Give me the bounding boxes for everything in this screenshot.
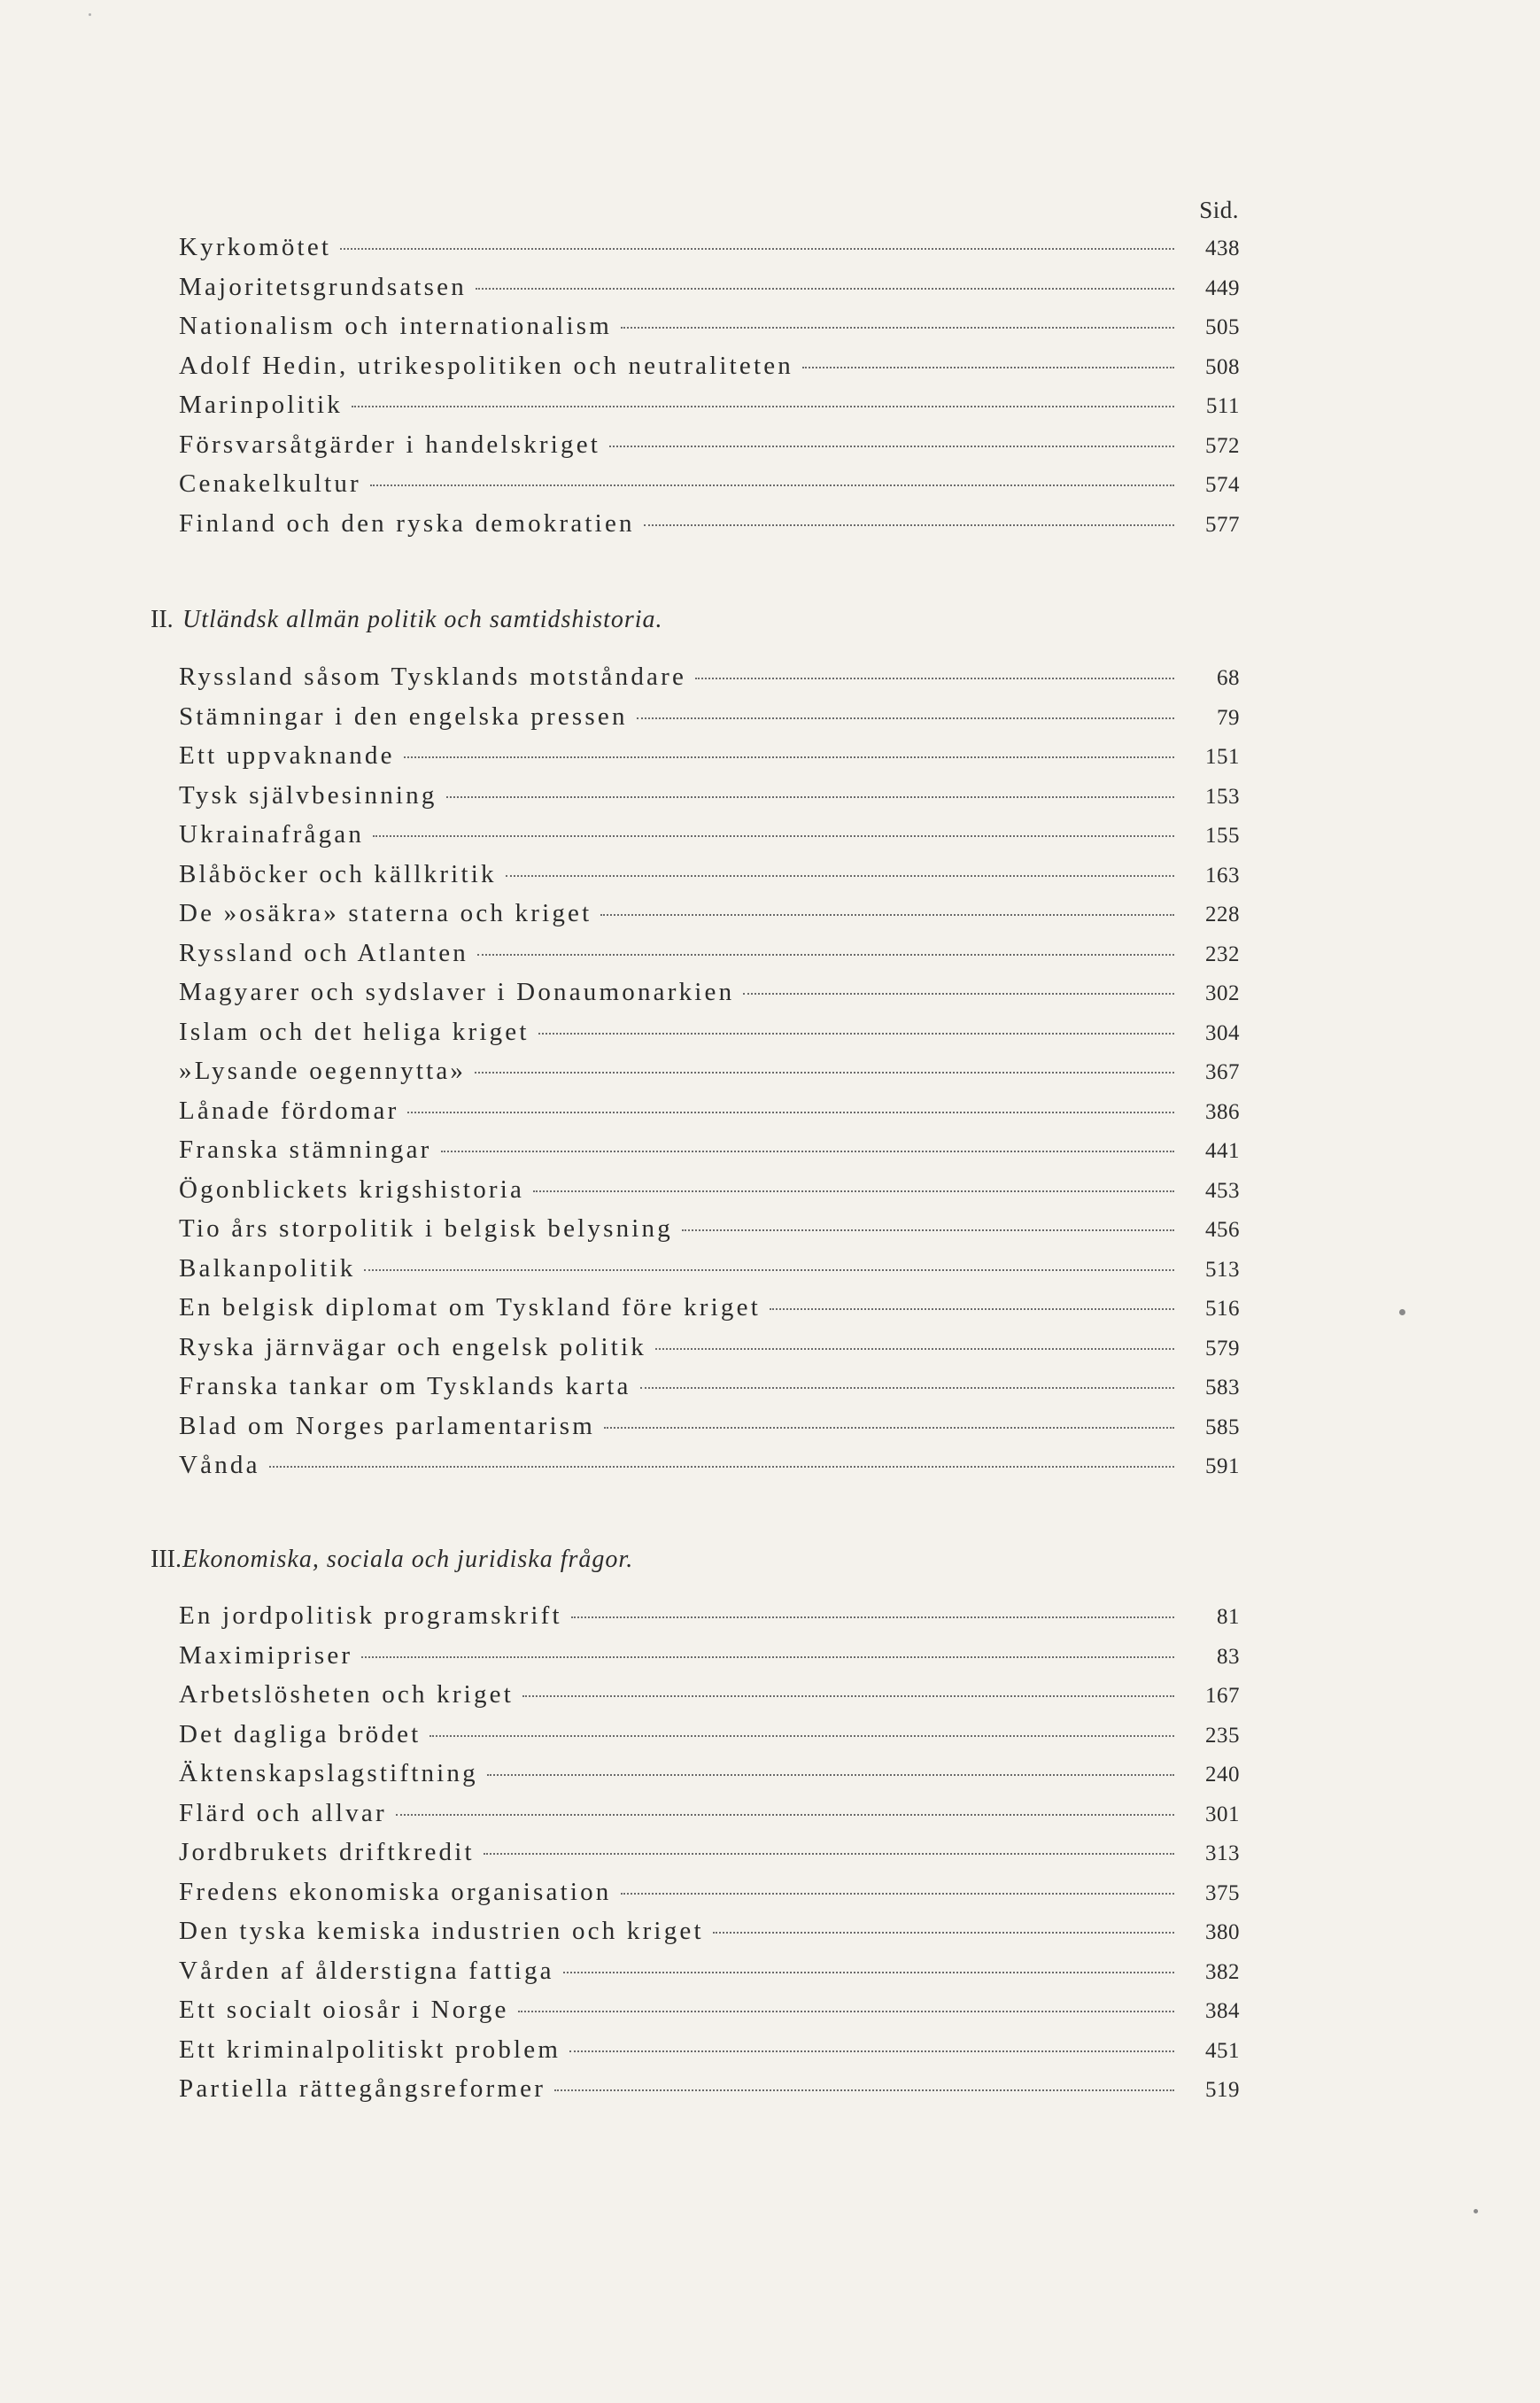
toc-entry bbox=[179, 1957, 1240, 1996]
entry-title: Tysk självbesinning bbox=[179, 780, 437, 810]
entry-title: Franska tankar om Tysklands karta bbox=[179, 1372, 631, 1400]
section-number: II. bbox=[151, 606, 174, 633]
entry-title: Ukrainafrågan bbox=[179, 820, 365, 849]
entry-title: Fredens ekonomiska organisation bbox=[179, 1877, 612, 1906]
entry-page: 83 bbox=[1217, 1644, 1240, 1669]
toc-entry bbox=[179, 1838, 1240, 1878]
entry-page: 380 bbox=[1205, 1920, 1240, 1944]
toc-entry bbox=[179, 273, 1240, 313]
toc-entry bbox=[179, 1917, 1240, 1957]
entry-page: 235 bbox=[1205, 1723, 1240, 1748]
section-heading-3 bbox=[151, 1546, 633, 1574]
entry-page: 384 bbox=[1205, 1999, 1240, 2023]
toc-entry bbox=[179, 1641, 1240, 1681]
entry-title: Marinpolitik bbox=[179, 391, 344, 419]
dot-leader bbox=[364, 1269, 1174, 1271]
entry-title: Stämningar i den engelska pressen bbox=[179, 702, 628, 731]
dot-leader bbox=[604, 1427, 1174, 1429]
entry-title: Ett kriminalpolitiskt problem bbox=[179, 2035, 561, 2064]
toc-entry bbox=[179, 1720, 1240, 1760]
entry-page: 153 bbox=[1205, 784, 1240, 809]
dot-leader bbox=[695, 678, 1174, 679]
entry-title: Adolf Hedin, utrikespolitiken och neutraliteten bbox=[179, 351, 794, 380]
entry-title: Islam och det heliga kriget bbox=[179, 1017, 530, 1046]
toc-entry bbox=[179, 1333, 1240, 1373]
entry-title: Ögonblickets krigshistoria bbox=[179, 1174, 525, 1204]
section2-list bbox=[179, 663, 1240, 1491]
entry-title: Ryska järnvägar och engelsk politik bbox=[179, 1332, 647, 1361]
entry-page: 240 bbox=[1205, 1763, 1240, 1787]
toc-entry bbox=[179, 781, 1240, 821]
entry-page: 511 bbox=[1205, 394, 1240, 418]
entry-title: Kyrkomötet bbox=[179, 233, 332, 261]
entry-page: 572 bbox=[1205, 433, 1240, 458]
toc-entry bbox=[179, 1759, 1240, 1799]
section-heading-2 bbox=[151, 606, 663, 634]
dot-leader bbox=[522, 1695, 1174, 1697]
dot-leader bbox=[487, 1774, 1174, 1776]
dot-leader bbox=[446, 796, 1174, 798]
entry-page: 441 bbox=[1205, 1139, 1240, 1163]
toc-entry bbox=[179, 2074, 1240, 2114]
toc-entry bbox=[179, 1136, 1240, 1175]
entry-page: 367 bbox=[1205, 1060, 1240, 1084]
dot-leader bbox=[269, 1466, 1174, 1468]
dot-leader bbox=[802, 367, 1174, 368]
entry-title: De »osäkra» staterna och kriget bbox=[179, 899, 592, 927]
toc-entry bbox=[179, 1097, 1240, 1136]
entry-page: 301 bbox=[1205, 1802, 1240, 1826]
toc-entry bbox=[179, 1293, 1240, 1333]
entry-title: Arbetslösheten och kriget bbox=[179, 1680, 514, 1709]
entry-title: Partiella rättegångsreformer bbox=[179, 2074, 546, 2103]
section1-list bbox=[179, 233, 1240, 548]
toc-entry bbox=[179, 899, 1240, 939]
entry-page: 513 bbox=[1205, 1257, 1240, 1282]
toc-entry bbox=[179, 1018, 1240, 1058]
entry-page: 313 bbox=[1205, 1841, 1240, 1865]
dot-leader bbox=[644, 524, 1174, 526]
toc-entry bbox=[179, 860, 1240, 900]
dot-leader bbox=[361, 1656, 1174, 1658]
dot-leader bbox=[404, 756, 1174, 758]
dot-leader bbox=[441, 1151, 1174, 1152]
entry-page: 508 bbox=[1205, 354, 1240, 379]
entry-title: Nationalism och internationalism bbox=[179, 312, 612, 340]
entry-title: Äktenskapslagstiftning bbox=[179, 1759, 478, 1787]
toc-entry bbox=[179, 469, 1240, 509]
dot-leader bbox=[484, 1853, 1174, 1855]
entry-page: 505 bbox=[1205, 315, 1240, 339]
entry-title: Balkanpolitik bbox=[179, 1253, 356, 1283]
dot-leader bbox=[571, 1616, 1174, 1618]
toc-entry bbox=[179, 312, 1240, 352]
toc-entry bbox=[179, 1680, 1240, 1720]
entry-page: 449 bbox=[1205, 275, 1240, 300]
entry-page: 456 bbox=[1205, 1218, 1240, 1242]
entry-page: 81 bbox=[1217, 1605, 1240, 1629]
dot-leader bbox=[637, 717, 1174, 719]
toc-entry bbox=[179, 1372, 1240, 1412]
entry-title: Flärd och allvar bbox=[179, 1798, 387, 1827]
entry-title: Ryssland såsom Tysklands motståndare bbox=[179, 663, 687, 691]
toc-entry bbox=[179, 430, 1240, 470]
entry-page: 438 bbox=[1205, 236, 1240, 260]
dot-leader bbox=[476, 288, 1174, 290]
toc-entry bbox=[179, 1254, 1240, 1294]
entry-title: En belgisk diplomat om Tyskland före kriget bbox=[179, 1293, 761, 1322]
toc-entry bbox=[179, 509, 1240, 549]
entry-title: Ett uppvaknande bbox=[179, 741, 395, 770]
entry-page: 583 bbox=[1205, 1376, 1240, 1399]
entry-page: 167 bbox=[1205, 1684, 1240, 1708]
entry-title: Blad om Norges parlamentarism bbox=[179, 1411, 595, 1440]
toc-entry bbox=[179, 702, 1240, 742]
dot-leader bbox=[475, 1072, 1174, 1074]
dot-leader bbox=[621, 327, 1174, 329]
toc-entry bbox=[179, 820, 1240, 860]
dot-leader bbox=[600, 914, 1174, 916]
entry-page: 382 bbox=[1205, 1959, 1240, 1984]
toc-entry bbox=[179, 1996, 1240, 2035]
dot-leader bbox=[373, 835, 1174, 837]
entry-title: Det dagliga brödet bbox=[179, 1719, 422, 1748]
entry-page: 585 bbox=[1205, 1415, 1240, 1439]
entry-page: 453 bbox=[1205, 1178, 1240, 1203]
dot-leader bbox=[770, 1308, 1174, 1310]
entry-page: 591 bbox=[1205, 1454, 1240, 1478]
toc-entry bbox=[179, 741, 1240, 781]
dot-leader bbox=[655, 1348, 1174, 1350]
entry-title: Den tyska kemiska industrien och kriget bbox=[179, 1917, 704, 1945]
entry-title: Vånda bbox=[179, 1451, 260, 1479]
dot-leader bbox=[569, 2050, 1174, 2052]
entry-title: »Lysande oegennytta» bbox=[179, 1057, 467, 1085]
toc-entry bbox=[179, 391, 1240, 430]
entry-page: 304 bbox=[1205, 1020, 1240, 1045]
entry-title: Lånade fördomar bbox=[179, 1096, 399, 1125]
dot-leader bbox=[533, 1190, 1174, 1192]
dot-leader bbox=[370, 484, 1174, 486]
toc-entry bbox=[179, 1057, 1240, 1097]
entry-title: Ett socialt oiosår i Norge bbox=[179, 1996, 509, 2024]
entry-page: 232 bbox=[1205, 942, 1240, 966]
dot-leader bbox=[538, 1033, 1174, 1035]
entry-title: En jordpolitisk programskrift bbox=[179, 1601, 562, 1630]
entry-title: Blåböcker och källkritik bbox=[179, 859, 497, 888]
entry-page: 574 bbox=[1205, 473, 1240, 497]
entry-page: 155 bbox=[1205, 824, 1240, 848]
entry-page: 79 bbox=[1217, 705, 1240, 730]
entry-title: Vården af ålderstigna fattiga bbox=[179, 1956, 554, 1985]
toc-entry bbox=[179, 1451, 1240, 1491]
entry-title: Franska stämningar bbox=[179, 1136, 432, 1164]
entry-title: Maximipriser bbox=[179, 1640, 353, 1670]
paper-speck bbox=[1474, 2209, 1478, 2213]
entry-page: 302 bbox=[1205, 981, 1240, 1005]
dot-leader bbox=[563, 1972, 1174, 1973]
toc-entry bbox=[179, 352, 1240, 391]
dot-leader bbox=[609, 446, 1174, 447]
entry-title: Majoritetsgrundsatsen bbox=[179, 272, 467, 301]
entry-title: Jordbrukets driftkredit bbox=[179, 1838, 475, 1866]
toc-entry bbox=[179, 1214, 1240, 1254]
toc-entry bbox=[179, 1601, 1240, 1641]
entry-page: 163 bbox=[1205, 863, 1240, 888]
dot-leader bbox=[429, 1735, 1174, 1737]
toc-entry bbox=[179, 233, 1240, 273]
paper-speck bbox=[89, 13, 91, 16]
dot-leader bbox=[396, 1814, 1174, 1816]
toc-entry bbox=[179, 939, 1240, 979]
dot-leader bbox=[506, 875, 1174, 877]
entry-title: Magyarer och sydslaver i Donaumonarkien bbox=[179, 978, 735, 1006]
toc-entry bbox=[179, 663, 1240, 702]
section-title: Utländsk allmän politik och samtidshistoria. bbox=[182, 606, 663, 633]
entry-page: 228 bbox=[1205, 903, 1240, 926]
dot-leader bbox=[640, 1387, 1174, 1389]
toc-entry bbox=[179, 1878, 1240, 1918]
toc-entry bbox=[179, 978, 1240, 1018]
toc-entry bbox=[179, 2035, 1240, 2075]
toc-entry bbox=[179, 1175, 1240, 1215]
section3-list bbox=[179, 1601, 1240, 2114]
dot-leader bbox=[352, 406, 1174, 407]
entry-page: 516 bbox=[1205, 1297, 1240, 1321]
toc-entry bbox=[179, 1799, 1240, 1839]
entry-title: Cenakelkultur bbox=[179, 469, 361, 498]
dot-leader bbox=[407, 1112, 1174, 1113]
entry-page: 151 bbox=[1205, 745, 1240, 769]
entry-title: Ryssland och Atlanten bbox=[179, 938, 469, 967]
dot-leader bbox=[518, 2011, 1174, 2012]
dot-leader bbox=[682, 1229, 1174, 1231]
dot-leader bbox=[713, 1932, 1174, 1934]
paper-speck bbox=[1399, 1309, 1405, 1315]
dot-leader bbox=[743, 993, 1174, 995]
page-column-label: Sid. bbox=[1199, 197, 1239, 223]
entry-title: Tio års storpolitik i belgisk belysning bbox=[179, 1214, 673, 1243]
entry-page: 375 bbox=[1205, 1880, 1240, 1905]
entry-page: 451 bbox=[1205, 2038, 1240, 2063]
entry-page: 577 bbox=[1205, 512, 1240, 537]
entry-title: Försvarsåtgärder i handelskriget bbox=[179, 430, 601, 459]
entry-page: 579 bbox=[1205, 1336, 1240, 1360]
section-title: Ekonomiska, sociala och juridiska frågor. bbox=[182, 1546, 634, 1573]
dot-leader bbox=[554, 2089, 1174, 2091]
entry-page: 68 bbox=[1217, 666, 1240, 690]
toc-entry bbox=[179, 1412, 1240, 1452]
entry-page: 386 bbox=[1205, 1099, 1240, 1124]
entry-title: Finland och den ryska demokratien bbox=[179, 508, 635, 538]
section-number: III. bbox=[151, 1546, 182, 1573]
entry-page: 519 bbox=[1205, 2078, 1240, 2102]
dot-leader bbox=[477, 954, 1174, 956]
dot-leader bbox=[340, 248, 1174, 250]
dot-leader bbox=[621, 1893, 1175, 1895]
